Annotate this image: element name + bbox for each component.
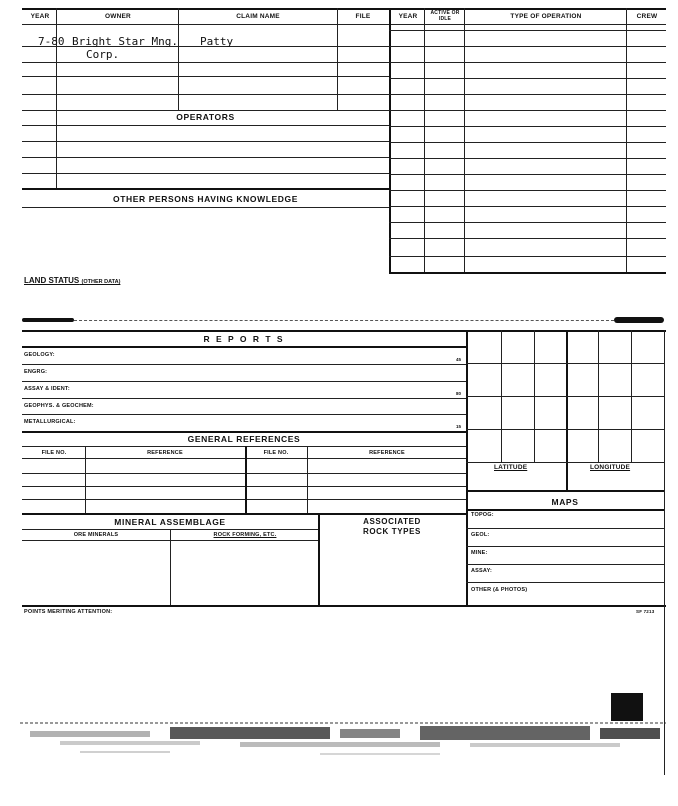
grid-line <box>566 330 568 490</box>
report-metallurgical: METALLURGICAL: <box>24 419 76 425</box>
scan-smudge <box>614 317 664 323</box>
scan-noise-band <box>20 715 666 765</box>
row-line <box>389 30 666 31</box>
top-border <box>22 8 666 10</box>
row-line <box>389 206 666 207</box>
grid-line <box>466 363 664 364</box>
operators-title: OPERATORS <box>176 112 235 122</box>
col-line <box>464 8 465 273</box>
reports-title: R E P O R T S <box>203 334 285 344</box>
row-line <box>22 431 466 433</box>
col-line <box>626 8 627 273</box>
row-line <box>466 528 664 529</box>
row-line <box>389 256 666 257</box>
section-rule <box>22 330 666 332</box>
row-line <box>389 158 666 159</box>
row-line <box>22 157 389 158</box>
header-rule <box>22 24 666 25</box>
row-line <box>389 142 666 143</box>
row-line <box>22 141 389 142</box>
grid-line <box>466 462 664 463</box>
header-type-operation: TYPE OF OPERATION <box>510 13 582 20</box>
row-line <box>22 364 466 365</box>
row-line <box>22 414 466 415</box>
row-line <box>389 78 666 79</box>
col-line <box>389 8 391 273</box>
ref-header-reference-2: REFERENCE <box>369 450 405 456</box>
col-line <box>170 529 171 605</box>
row-line <box>22 486 466 487</box>
col-line <box>245 446 247 513</box>
row-line <box>22 207 389 208</box>
form-number: SF 7213 <box>636 609 655 614</box>
scan-noise-svg <box>20 715 666 765</box>
row-line <box>389 238 666 239</box>
header-owner: OWNER <box>105 13 131 20</box>
row-line <box>22 458 466 459</box>
associated-line1: ASSOCIATED <box>363 517 421 526</box>
mineral-assemblage-title: MINERAL ASSEMBLAGE <box>114 517 226 527</box>
row-line <box>389 222 666 223</box>
row-line <box>22 513 466 515</box>
rock-forming-label: ROCK FORMING, ETC. <box>213 532 277 538</box>
row-line <box>389 126 666 127</box>
longitude-label: LONGITUDE <box>590 464 631 471</box>
header-crew: CREW <box>636 13 658 20</box>
entry-owner-line2: Corp. <box>86 48 120 61</box>
row-line <box>466 564 664 565</box>
entry-owner-line1: Bright Star Mng. <box>72 35 178 48</box>
col-line <box>424 8 425 273</box>
row-line <box>22 499 466 500</box>
associated-line2: ROCK TYPES <box>362 527 421 536</box>
row-line <box>389 174 666 175</box>
map-assay: ASSAY: <box>471 568 493 574</box>
row-line <box>22 125 389 126</box>
row-line <box>389 272 666 274</box>
row-line <box>466 546 664 547</box>
report-num: 15 <box>456 424 462 429</box>
section-rule <box>22 346 466 348</box>
grid-line <box>466 490 664 492</box>
header-year-2: YEAR <box>398 13 418 20</box>
row-line <box>389 110 666 111</box>
grid-line <box>664 330 665 606</box>
row-line <box>22 188 389 190</box>
row-line <box>389 190 666 191</box>
land-status-text: LAND STATUS <box>24 276 80 285</box>
row-line <box>22 76 389 77</box>
points-label: POINTS MERITING ATTENTION: <box>24 609 113 615</box>
report-geology: GEOLOGY: <box>24 352 55 358</box>
report-assay: ASSAY & IDENT: <box>24 386 70 392</box>
row-line <box>22 173 389 174</box>
row-line <box>22 605 666 607</box>
row-line <box>22 110 389 111</box>
row-line <box>389 94 666 95</box>
row-line <box>22 62 389 63</box>
latitude-label: LATITUDE <box>494 464 528 471</box>
row-line <box>466 582 664 583</box>
map-mine: MINE: <box>471 550 488 556</box>
header-active-idle: ACTIVE OR IDLE <box>430 10 460 22</box>
col-line <box>307 446 308 513</box>
report-num: 45 <box>456 357 462 362</box>
row-line <box>22 398 466 399</box>
map-geol: GEOL: <box>471 532 490 538</box>
entry-year: 7-80 <box>38 35 65 48</box>
land-status-sub: (OTHER DATA) <box>81 279 121 285</box>
maps-title: MAPS <box>551 497 579 507</box>
general-references-title: GENERAL REFERENCES <box>187 434 301 444</box>
col-line <box>85 446 86 513</box>
map-topog: TOPOG: <box>471 512 494 518</box>
row-line <box>389 62 666 63</box>
grid-line <box>466 396 664 397</box>
report-geophys: GEOPHYS. & GEOCHEM: <box>24 403 94 409</box>
header-claim-name: CLAIM NAME <box>236 13 280 20</box>
row-line <box>389 46 666 47</box>
ore-minerals-label: ORE MINERALS <box>73 532 119 538</box>
ref-header-file-no: FILE NO. <box>41 450 67 456</box>
map-other: OTHER (& PHOTOS) <box>471 587 528 593</box>
divider-line <box>74 320 614 321</box>
ref-header-reference: REFERENCE <box>147 450 183 456</box>
row-line <box>22 381 466 382</box>
header-file: FILE <box>355 13 371 20</box>
land-status-label <box>24 276 120 285</box>
entry-claim-name: Patty <box>200 35 234 48</box>
row-line <box>22 446 466 447</box>
header-year: YEAR <box>30 13 50 20</box>
other-persons-title: OTHER PERSONS HAVING KNOWLEDGE <box>112 194 299 204</box>
row-line <box>466 509 664 511</box>
report-num: 80 <box>456 391 462 396</box>
scan-smudge <box>22 318 74 322</box>
row-line <box>22 473 466 474</box>
row-line <box>22 94 389 95</box>
grid-line <box>466 429 664 430</box>
ref-header-file-no-2: FILE NO. <box>263 450 289 456</box>
report-engrg: ENGRG: <box>24 369 48 375</box>
